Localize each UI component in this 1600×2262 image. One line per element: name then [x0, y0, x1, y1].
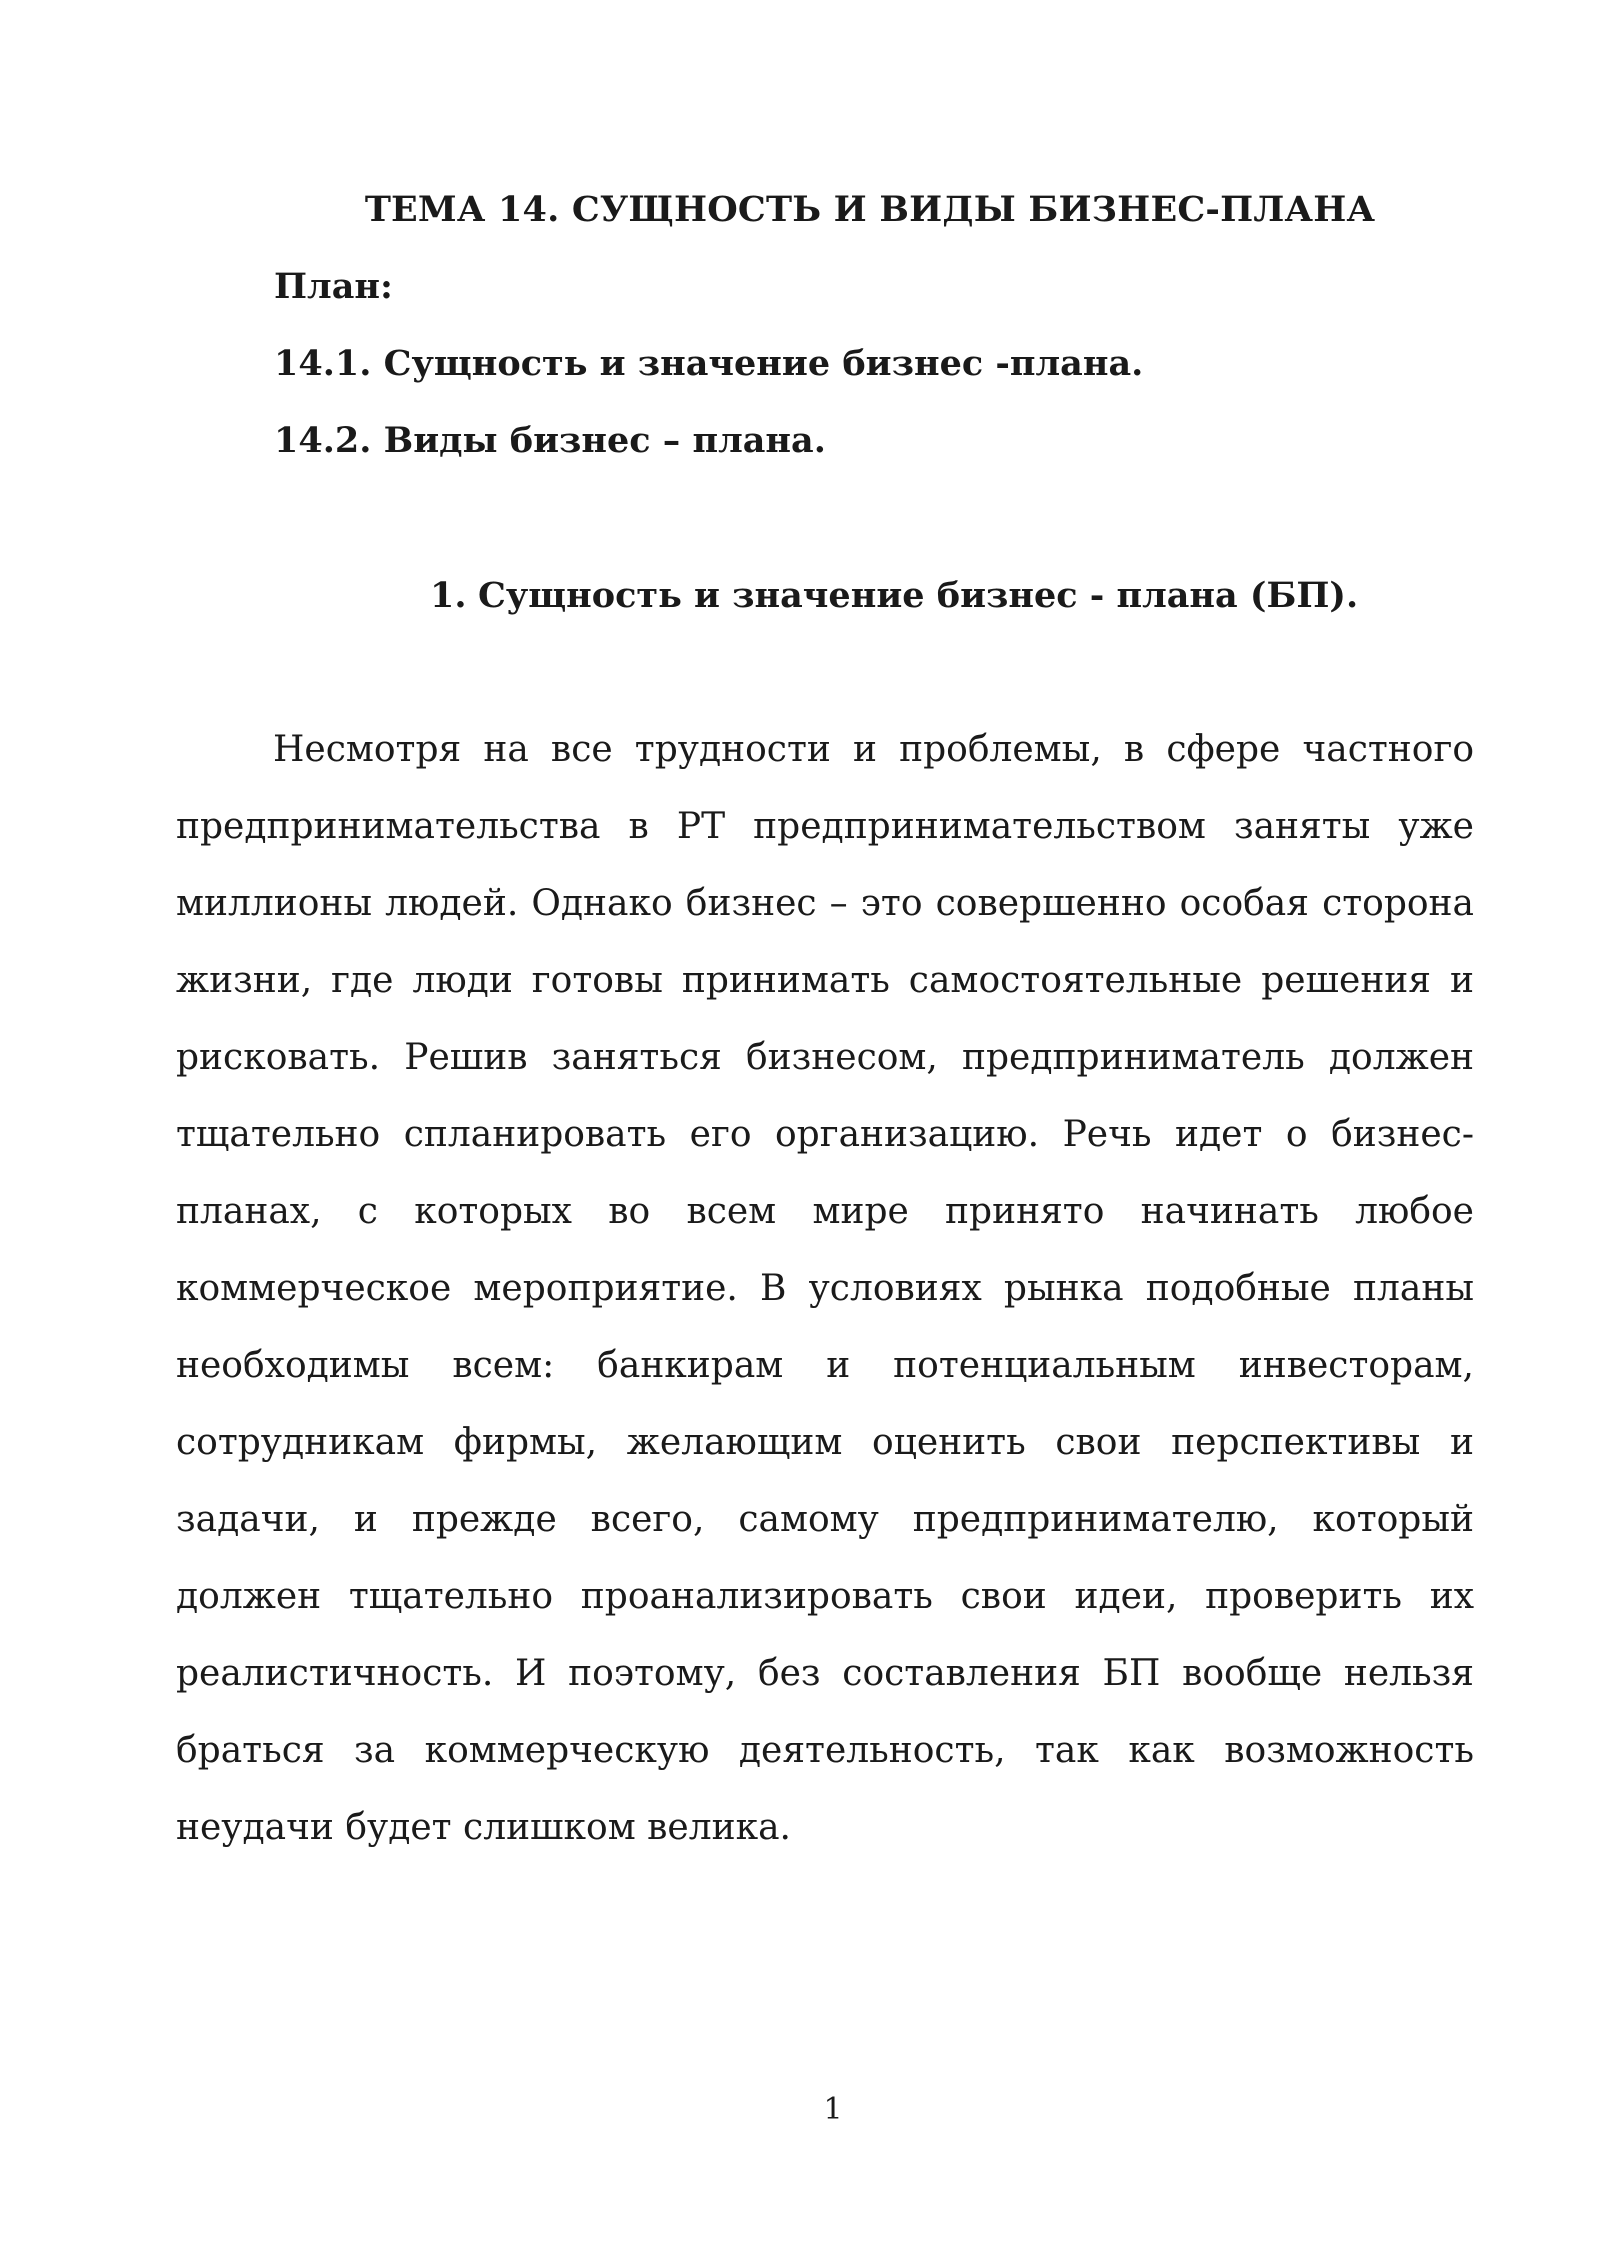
plan-item: 14.2. Виды бизнес – плана.	[274, 420, 826, 461]
section-title: Сущность и значение бизнес - плана (БП).	[478, 575, 1359, 616]
paragraph-line: задачи, и прежде всего, самому предпринимателю, который	[176, 1499, 1474, 1540]
paragraph-line: жизни, где люди готовы принимать самостоятельные решения и	[176, 960, 1474, 1001]
paragraph-line: должен тщательно проанализировать свои идеи, проверить их	[176, 1576, 1474, 1617]
paragraph-line: тщательно спланировать его организацию. Речь идет о бизнес-	[176, 1114, 1474, 1155]
body-paragraph	[176, 726, 1474, 1881]
plan-label: План:	[274, 266, 393, 307]
page-number: 1	[823, 2092, 843, 2127]
plan-block	[274, 263, 1143, 494]
paragraph-line: предпринимательства в РТ предпринимательством заняты уже	[176, 806, 1474, 847]
topic-title: ТЕМА 14. СУЩНОСТЬ И ВИДЫ БИЗНЕС-ПЛАНА	[364, 189, 1376, 230]
paragraph-line: браться за коммерческую деятельность, так как возможность	[176, 1730, 1474, 1771]
paragraph-line: рисковать. Решив заняться бизнесом, предприниматель должен	[176, 1037, 1474, 1078]
paragraph-line: миллионы людей. Однако бизнес – это совершенно особая сторона	[176, 883, 1474, 924]
paragraph-line: сотрудникам фирмы, желающим оценить свои перспективы и	[176, 1422, 1474, 1463]
plan-item: 14.1. Сущность и значение бизнес -плана.	[274, 343, 1144, 384]
paragraph-line: неудачи будет слишком велика.	[176, 1807, 791, 1848]
section-number: 1.	[430, 575, 467, 616]
paragraph-line: планах, с которых во всем мире принято начинать любое	[176, 1191, 1474, 1232]
paragraph-line: Несмотря на все трудности и проблемы, в сфере частного	[273, 729, 1474, 770]
paragraph-line: необходимы всем: банкирам и потенциальным инвесторам,	[176, 1345, 1474, 1386]
paragraph-line: коммерческое мероприятие. В условиях рынка подобные планы	[176, 1268, 1474, 1309]
paragraph-line: реалистичность. И поэтому, без составления БП вообще нельзя	[176, 1653, 1474, 1694]
section-heading	[430, 572, 1358, 620]
